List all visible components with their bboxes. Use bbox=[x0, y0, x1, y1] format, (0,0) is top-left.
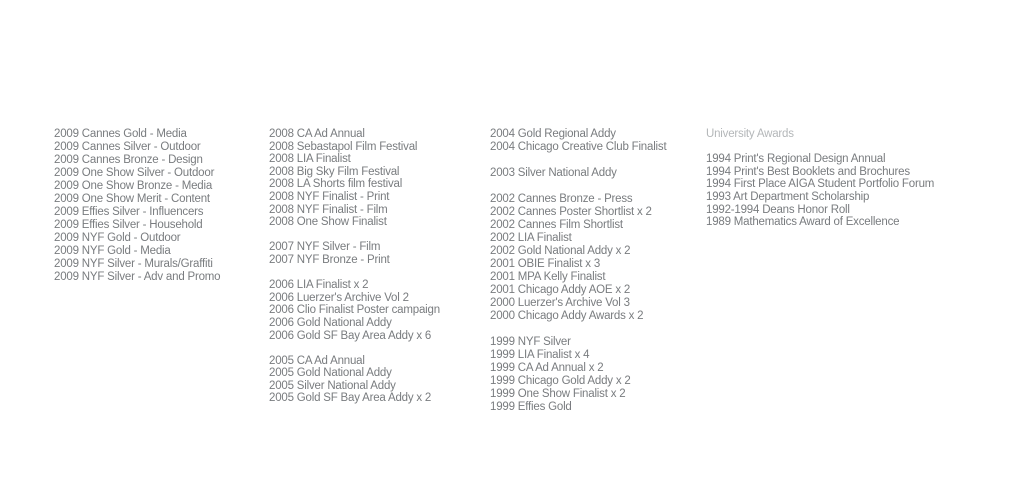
award-line: 1993 Art Department Scholarship bbox=[706, 190, 870, 203]
award-line: 2008 NYF Finalist - Film bbox=[269, 203, 388, 216]
award-line: 2008 LA Shorts film festival bbox=[269, 178, 403, 191]
award-line: 2009 One Show Silver - Outdoor bbox=[54, 167, 215, 179]
award-line: 2000 Chicago Addy Awards x 2 bbox=[490, 310, 644, 322]
award-line: 1999 One Show Finalist x 2 bbox=[490, 388, 626, 400]
award-line: 2009 NYF Silver - Murals/Graffiti bbox=[54, 258, 213, 270]
award-line: 2007 NYF Silver - Film bbox=[269, 241, 381, 254]
award-line: 1994 Print's Regional Design Annual bbox=[706, 153, 886, 166]
award-block bbox=[490, 193, 666, 323]
award-line: 2009 NYF Gold - Outdoor bbox=[54, 232, 181, 244]
award-line: 2008 LIA Finalist bbox=[269, 153, 351, 166]
award-line: 2009 NYF Silver - Adv and Promo bbox=[54, 271, 221, 283]
award-line: 2006 Gold SF Bay Area Addy x 6 bbox=[269, 329, 432, 342]
awards-column-university bbox=[706, 128, 934, 229]
award-block bbox=[269, 128, 440, 229]
award-line: 2008 Big Sky Film Festival bbox=[269, 165, 400, 178]
award-line: 2001 MPA Kelly Finalist bbox=[490, 271, 606, 283]
award-line: 2008 One Show Finalist bbox=[269, 216, 387, 229]
award-line: 1999 NYF Silver bbox=[490, 336, 571, 348]
award-line: 2002 LIA Finalist bbox=[490, 232, 572, 244]
award-line: 2005 CA Ad Annual bbox=[269, 354, 365, 367]
award-line: 2002 Cannes Bronze - Press bbox=[490, 193, 633, 205]
award-line: 2005 Silver National Addy bbox=[269, 379, 396, 392]
award-line: 2004 Chicago Creative Club Finalist bbox=[490, 141, 667, 153]
award-line: 2009 One Show Bronze - Media bbox=[54, 180, 213, 192]
award-line: 2002 Cannes Poster Shortlist x 2 bbox=[490, 206, 652, 218]
award-line: 2009 Effies Silver - Household bbox=[54, 219, 203, 231]
award-block bbox=[269, 355, 440, 405]
award-line: 1992-1994 Deans Honor Roll bbox=[706, 203, 850, 216]
award-line: 2007 NYF Bronze - Print bbox=[269, 253, 390, 266]
award-block bbox=[269, 279, 440, 342]
award-line: 2006 Clio Finalist Poster campaign bbox=[269, 304, 440, 317]
award-block bbox=[490, 167, 666, 180]
award-line: 2002 Cannes Film Shortlist bbox=[490, 219, 623, 231]
award-line: 2008 NYF Finalist - Print bbox=[269, 190, 390, 203]
award-line: 2004 Gold Regional Addy bbox=[490, 128, 616, 140]
award-line: 2008 CA Ad Annual bbox=[269, 128, 365, 140]
award-line: 1994 Print's Best Booklets and Brochures bbox=[706, 165, 910, 178]
award-block bbox=[490, 128, 666, 154]
award-line: 2006 Gold National Addy bbox=[269, 316, 392, 329]
award-line: 2009 Cannes Bronze - Design bbox=[54, 154, 203, 166]
award-line: 2005 Gold SF Bay Area Addy x 2 bbox=[269, 392, 432, 405]
award-line: 2008 Sebastapol Film Festival bbox=[269, 140, 418, 153]
award-line: 2009 Effies Silver - Influencers bbox=[54, 206, 204, 218]
award-line: 1999 LIA Finalist x 4 bbox=[490, 349, 590, 361]
awards-column-2004-1999 bbox=[490, 128, 666, 414]
award-block bbox=[269, 241, 440, 266]
award-block bbox=[706, 153, 934, 229]
award-line: 2006 Luerzer's Archive Vol 2 bbox=[269, 291, 409, 304]
award-line: 2000 Luerzer's Archive Vol 3 bbox=[490, 297, 630, 309]
awards-column-2009 bbox=[54, 128, 220, 284]
award-line: 1999 CA Ad Annual x 2 bbox=[490, 362, 604, 374]
award-line: 2009 One Show Merit - Content bbox=[54, 193, 210, 205]
award-line: 2005 Gold National Addy bbox=[269, 367, 392, 380]
award-line: 1989 Mathematics Award of Excellence bbox=[706, 216, 900, 229]
award-line: 2001 OBIE Finalist x 3 bbox=[490, 258, 601, 270]
award-line: 2001 Chicago Addy AOE x 2 bbox=[490, 284, 631, 296]
award-line: 1994 First Place AIGA Student Portfolio Forum bbox=[706, 178, 935, 191]
award-line: 2009 Cannes Gold - Media bbox=[54, 128, 187, 140]
award-line: 2002 Gold National Addy x 2 bbox=[490, 245, 631, 257]
award-line: 1999 Chicago Gold Addy x 2 bbox=[490, 375, 631, 387]
award-line: 2003 Silver National Addy bbox=[490, 167, 617, 179]
award-block bbox=[54, 128, 220, 284]
awards-column-2008-2005 bbox=[269, 128, 440, 405]
section-header-university-awards: University Awards bbox=[706, 128, 794, 140]
award-line: 2009 Cannes Silver - Outdoor bbox=[54, 141, 201, 153]
award-block bbox=[490, 336, 666, 414]
award-line: 2009 NYF Gold - Media bbox=[54, 245, 171, 257]
award-line: 1999 Effies Gold bbox=[490, 401, 572, 413]
award-line: 2006 LIA Finalist x 2 bbox=[269, 279, 369, 292]
